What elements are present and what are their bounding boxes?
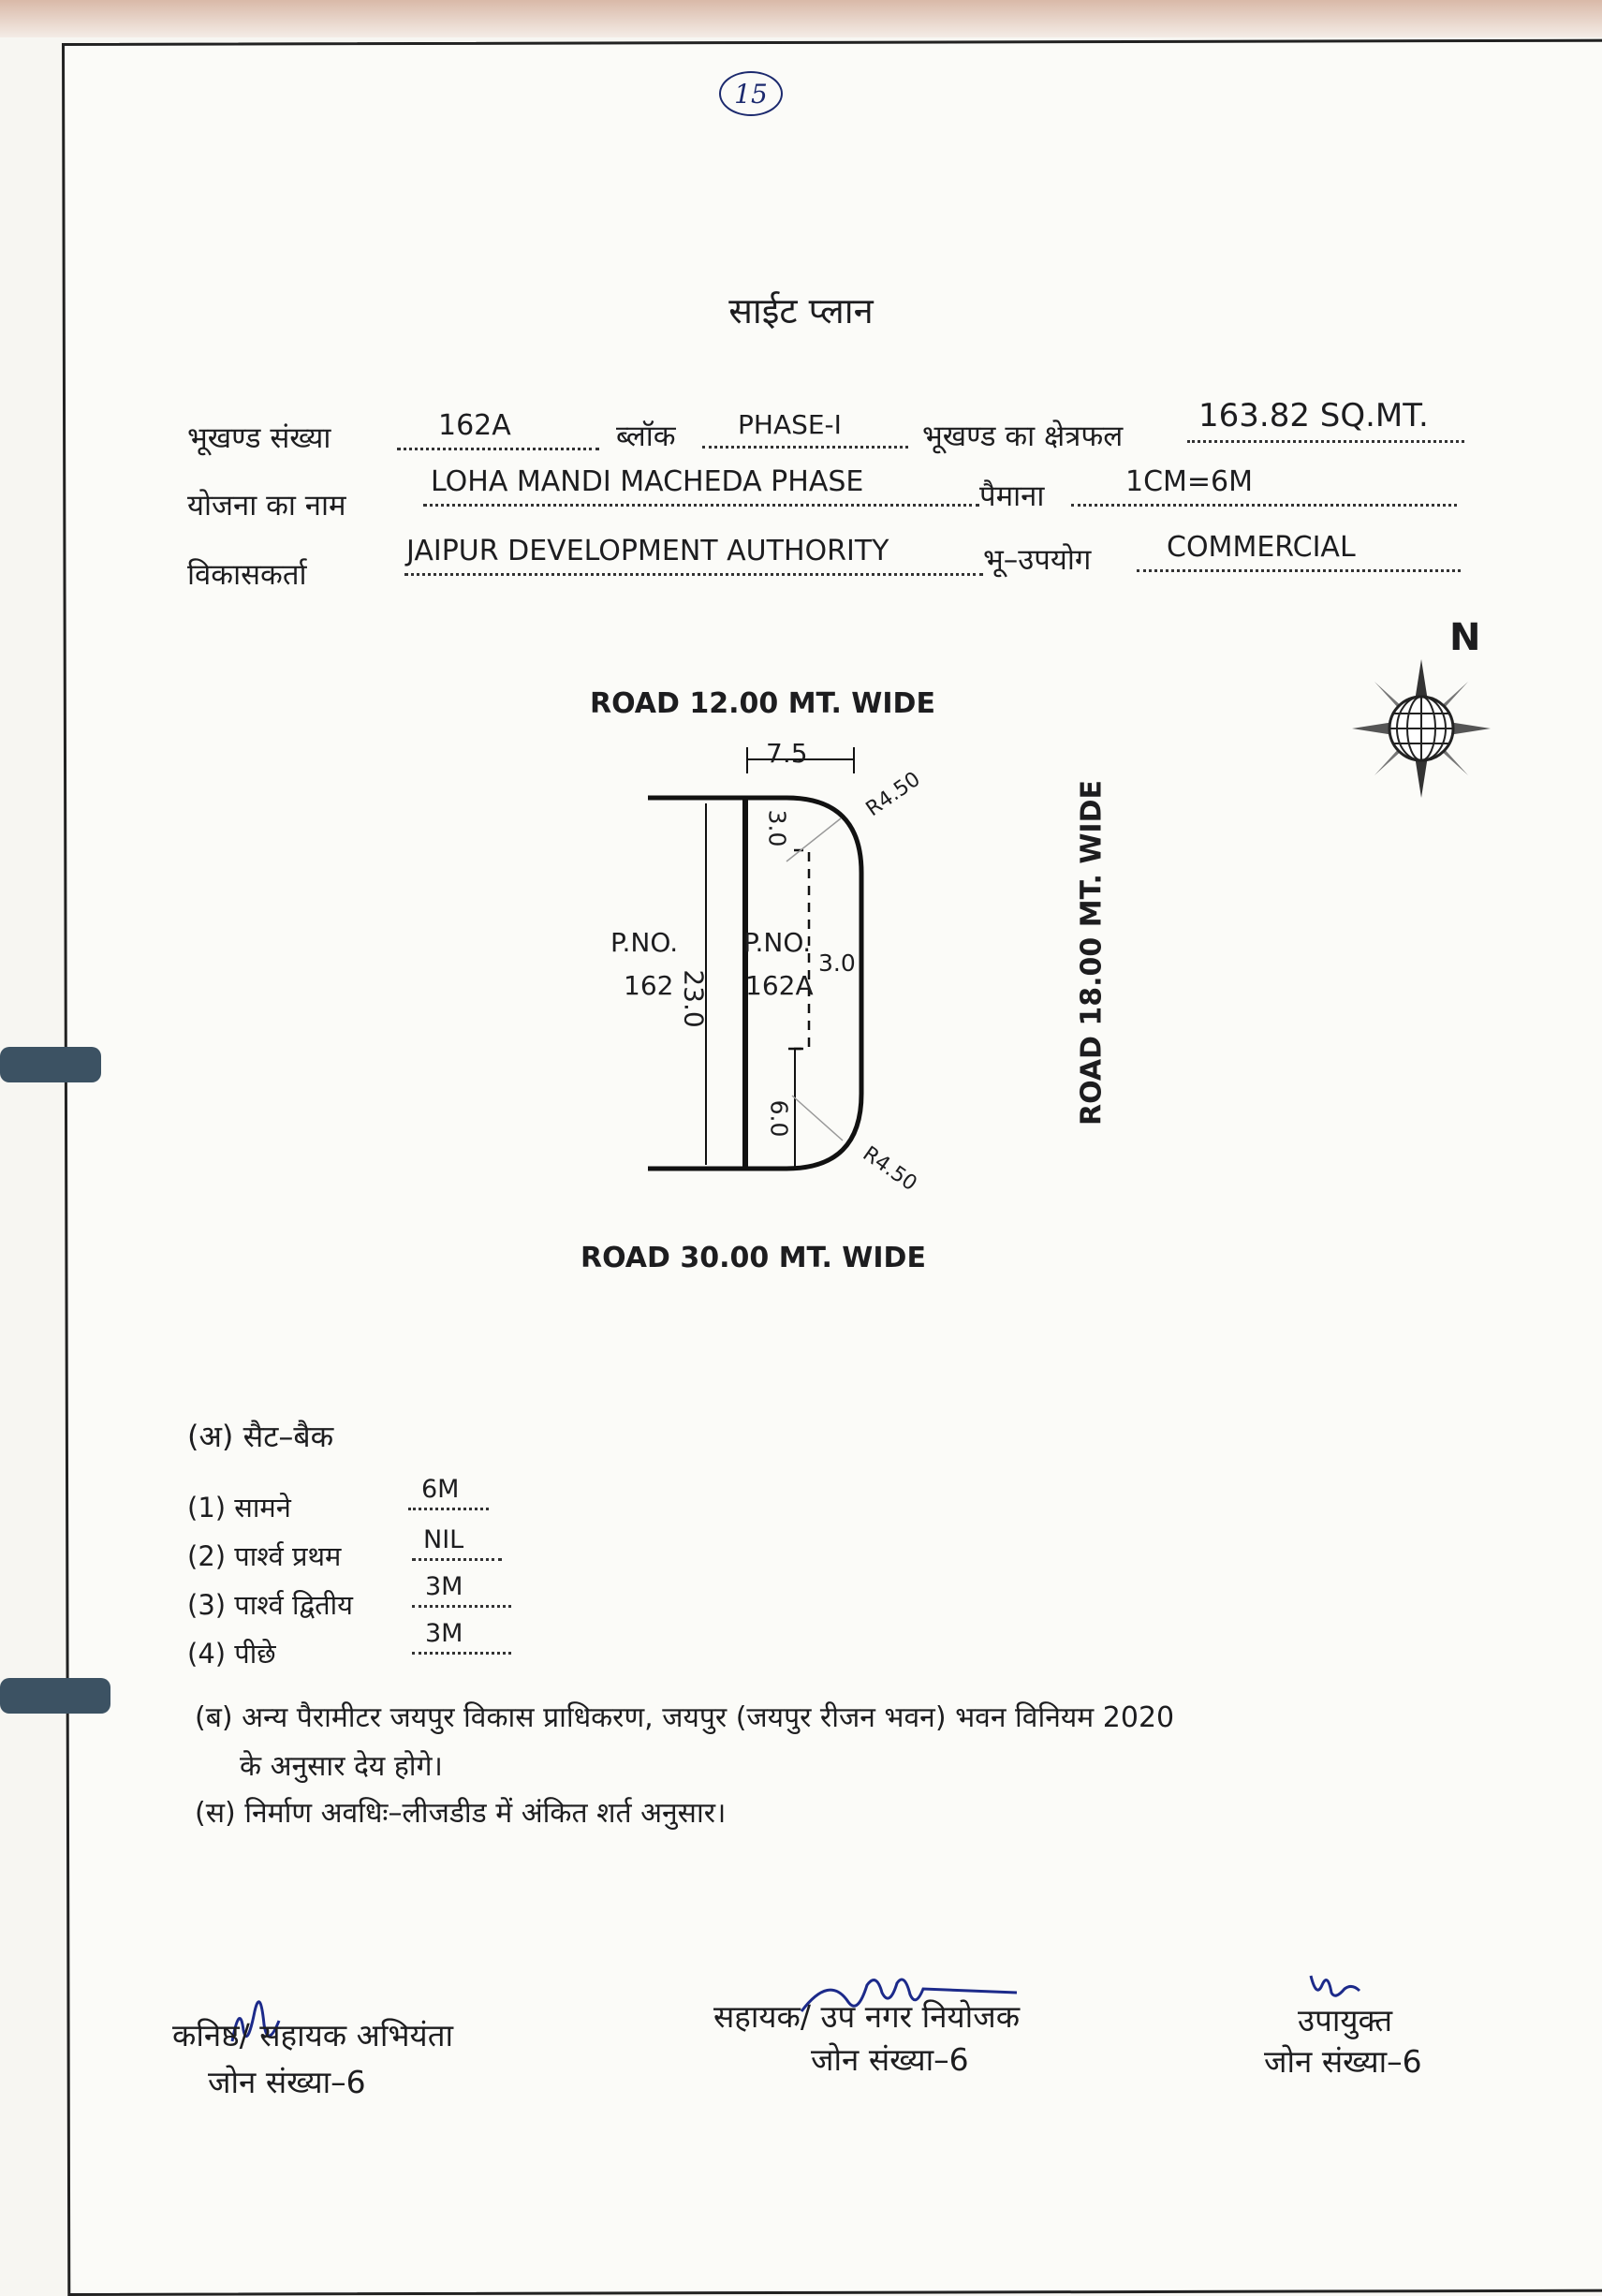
signatory-center-zone: जोन संख्या–6 (811, 2041, 969, 2078)
scheme-value: LOHA MANDI MACHEDA PHASE (431, 465, 864, 498)
road-bottom-label: ROAD 30.00 MT. WIDE (581, 1242, 926, 1274)
scale-value: 1CM=6M (1125, 465, 1254, 498)
setback-side1-field (412, 1526, 502, 1561)
developer-label: विकासकर्ता (187, 558, 307, 592)
neighbor-plot-number: 162 (624, 970, 674, 1001)
setback-front-field (408, 1476, 489, 1510)
subject-plot-label: P.NO. (743, 927, 812, 958)
note-c-line: (स) निर्माण अवधिः–लीजडीड में अंकित शर्त अनुसार। (195, 1797, 727, 1830)
scale-label: पैमाना (979, 479, 1045, 513)
setback-side2-field (412, 1573, 511, 1608)
subject-plot-number: 162A (745, 970, 814, 1001)
block-value: PHASE-I (738, 409, 842, 440)
paper-edge (0, 0, 1602, 37)
block-label: ब्लॉक (616, 419, 676, 453)
rear-setback-dimension: 6.0 (765, 1099, 793, 1138)
signatory-center-title: सहायक/ उप नगर नियोजक (713, 1998, 1021, 2035)
setback-front-label: (1) सामने (187, 1492, 291, 1523)
area-field (1187, 397, 1464, 443)
plot-no-label: भूखण्ड संख्या (187, 421, 331, 455)
setback-side1-label: (2) पार्श्व प्रथम (187, 1540, 342, 1572)
page-number-stamp: 15 (719, 71, 783, 116)
setback-side2-value: 3M (425, 1572, 463, 1601)
setback-side1-value: NIL (423, 1525, 464, 1554)
plot-no-value: 162A (438, 409, 511, 442)
scale-field (1071, 464, 1457, 507)
binder-thread-top (0, 1047, 101, 1082)
land-use-value: COMMERCIAL (1167, 531, 1356, 564)
signatory-right-zone: जोन संख्या–6 (1264, 2043, 1422, 2080)
land-use-field (1137, 530, 1461, 572)
scheme-field (423, 464, 979, 507)
area-value: 163.82 SQ.MT. (1198, 397, 1429, 434)
compass-icon (1348, 655, 1494, 802)
signatory-left-zone: जोन संख्या–6 (208, 2064, 366, 2100)
signatory-right-title: उपायुक्त (1298, 2002, 1393, 2038)
radius-top-label: R4.50 (861, 767, 925, 822)
area-label: भूखण्ड का क्षेत्रफल (922, 419, 1124, 453)
width-dimension: 7.5 (766, 738, 808, 769)
developer-field (404, 532, 983, 576)
page-title: साईट प्लान (728, 290, 874, 331)
setback-rear-field (412, 1620, 511, 1655)
length-dimension: 23.0 (678, 969, 710, 1028)
note-b-line2: के अनुसार देय होगे। (240, 1750, 443, 1783)
road-top-label: ROAD 12.00 MT. WIDE (590, 687, 935, 720)
setback-side2-label: (3) पार्श्व द्वितीय (187, 1589, 353, 1621)
land-use-label: भू–उपयोग (983, 543, 1092, 577)
scheme-label: योजना का नाम (187, 489, 346, 522)
block-field (702, 408, 908, 449)
binder-thread-bottom (0, 1678, 110, 1714)
neighbor-plot-label: P.NO. (610, 927, 679, 958)
setback-rear-value: 3M (425, 1619, 463, 1648)
radius-bottom-label: R4.50 (858, 1141, 921, 1197)
developer-value: JAIPUR DEVELOPMENT AUTHORITY (406, 535, 889, 567)
signatory-left-title: कनिष्ठ/ सहायक अभियंता (172, 2017, 454, 2053)
north-label: N (1449, 616, 1481, 659)
setback-heading: (अ) सैट–बैक (187, 1419, 334, 1454)
front-setback-dimension: 3.0 (763, 809, 791, 847)
setback-rear-label: (4) पीछे (187, 1638, 276, 1670)
setback-front-value: 6M (421, 1475, 460, 1504)
note-b-line1: (ब) अन्य पैरामीटर जयपुर विकास प्राधिकरण, जयपुर (जयपुर रीजन भवन) भवन विनियम 2020 (195, 1701, 1175, 1734)
side-setback-dimension: 3.0 (818, 949, 856, 977)
road-right-label: ROAD 18.00 MT. WIDE (1075, 780, 1109, 1126)
plot-no-field (397, 408, 599, 450)
